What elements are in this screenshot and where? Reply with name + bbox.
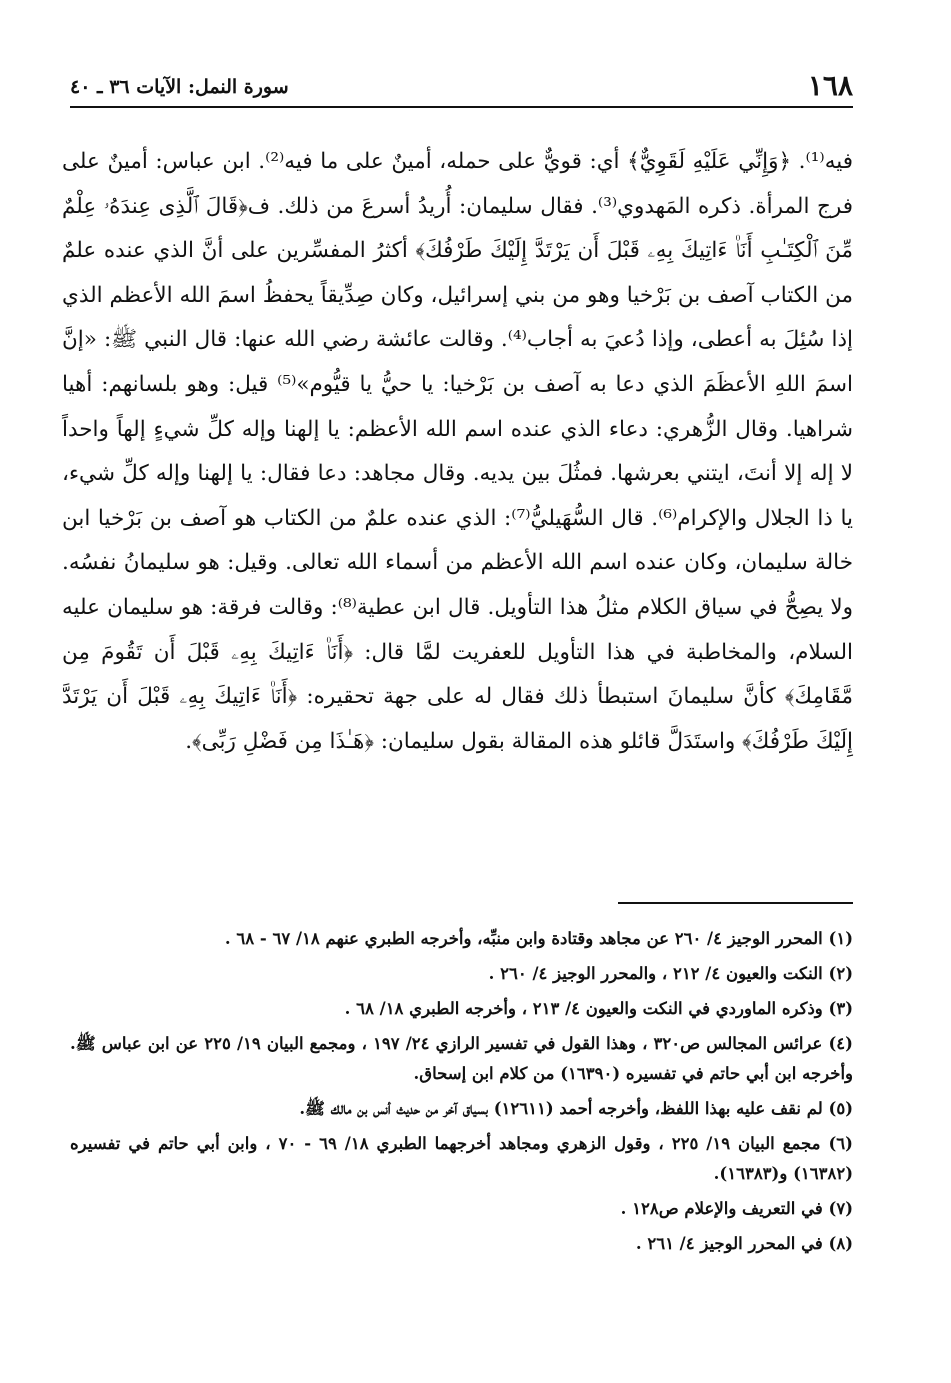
- footnote-2: (٢) النكت والعيون ٤/ ٢١٢ ، والمحرر الوجيز ٤/ ٢٦٠ .: [488, 964, 853, 983]
- header-divider: [70, 106, 853, 108]
- main-text: [62, 140, 853, 764]
- body-paragraph: فيه⁽¹⁾. ﴿وَإِنِّي عَلَيْهِ لَقَوِيٌّ﴾ أي: قويٌّ على حمله، أمينٌ على ما فيه⁽²⁾. ابن عباس: أمينٌ على فرج المرأة. ذكره المَهدوي⁽³⁾. فقال سليمان: أُريدُ أسرعَ من ذلك. ف﴿قَالَ ٱلَّذِى عِندَهُۥ عِلْمٌ مِّنَ ٱلْكِتَـٰبِ أَنَا۠ ءَاتِيكَ بِهِۦ قَبْلَ أَن يَرْتَدَّ إِلَيْكَ طَرْفُكَ﴾ أكثرُ المفسِّرين على أنَّ الذي عنده علمٌ من الكتاب آصف بن بَرْخيا وهو من بني إسرائيل، وكان صِدِّيقاً يحفظُ اسمَ الله الأعظم الذي إذا سُئِلَ به أعطى، وإذا دُعيَ به أجاب⁽⁴⁾. وقالت عائشة رضي الله عنها: قال النبي ﷺ: «إنَّ اسمَ اللهِ الأعظَمَ الذي دعا به آصف بن بَرْخيا: يا حيُّ يا قيُّوم»⁽⁵⁾ قيل: وهو بلسانهم: أهيا شراهيا. وقال الزُّهري: دعاء الذي عنده اسم الله الأعظم: يا إلهنا وإله كلِّ شيءٍ إلهاً واحداً لا إله إلا أنتَ، ايتني بعرشها. فمثُلَ بين يديه. وقال مجاهد: دعا فقال: يا إلهنا وإله كلِّ شيء، يا ذا الجلال والإكرام⁽⁶⁾. قال السُّهَيليُّ⁽⁷⁾: الذي عنده علمٌ من الكتاب هو آصف بن بَرْخيا ابن خالة سليمان، وكان عنده اسم الله الأعظم من أسماء الله تعالى. وقيل: هو سليمانُ نفسُه. ولا يصِحُّ في سياق الكلام مثلُ هذا التأويل. قال ابن عطية⁽⁸⁾: وقالت فرقة: هو سليمان عليه السلام، والمخاطبة في هذا التأويل للعفريت لمَّا قال: ﴿أَنَا۠ ءَاتِيكَ بِهِۦ قَبْلَ أَن تَقُومَ مِن مَّقَامِكَ﴾ كأنَّ سليمانَ استبطأ ذلك فقال له على جهة تحقيره: ﴿أَنَا۠ ءَاتِيكَ بِهِۦ قَبْلَ أَن يَرْتَدَّ إِلَيْكَ طَرْفُكَ﴾ واستَدَلَّ قائلو هذه المقالة بقول سليمان: ﴿هَـٰذَا مِن فَضْلِ رَبِّى﴾.: [62, 149, 854, 754]
- footnote-4: (٤) عرائس المجالس ص٣٢٠ ، وهذا القول في تفسير الرازي ٢٤/ ١٩٧ ، ومجمع البيان ١٩/ ٢٢٥ عن ابن عباس ﷺ. وأخرجه ابن أبي حاتم في تفسيره (١٦٣٩٠) من كلام ابن إسحاق.: [70, 1034, 853, 1083]
- footnote-divider: [618, 902, 853, 904]
- sura-title: سورة النمل: الآيات ٣٦ ـ ٤٠: [70, 76, 289, 98]
- footnote-7: (٧) في التعريف والإعلام ص١٢٨ .: [620, 1199, 853, 1218]
- footnote-1: (١) المحرر الوجيز ٤/ ٢٦٠ عن مجاهد وقتادة وابن منبِّه، وأخرجه الطبري عنهم ١٨/ ٦٧ - ٦٨ .: [224, 929, 853, 948]
- footnote-3: (٣) وذكره الماوردي في النكت والعيون ٤/ ٢١٣ ، وأخرجه الطبري ١٨/ ٦٨ .: [344, 999, 853, 1018]
- footnote-6: (٦) مجمع البيان ١٩/ ٢٢٥ ، وقول الزهري ومجاهد أخرجهما الطبري ١٨/ ٦٩ - ٧٠ ، وابن أبي حاتم في تفسيره (١٦٣٨٢) و(١٦٣٨٣).: [70, 1134, 853, 1183]
- page-number: ١٦٨: [807, 69, 853, 102]
- footnote-5: (٥) لم نقف عليه بهذا اللفظ، وأخرجه أحمد (١٢٦١١) بسياق آخر من حديث أنس بن مالك ﷺ.: [299, 1099, 853, 1118]
- footnotes: [70, 924, 853, 1264]
- running-header: [70, 66, 853, 106]
- footnote-8: (٨) في المحرر الوجيز ٤/ ٢٦١ .: [635, 1234, 853, 1253]
